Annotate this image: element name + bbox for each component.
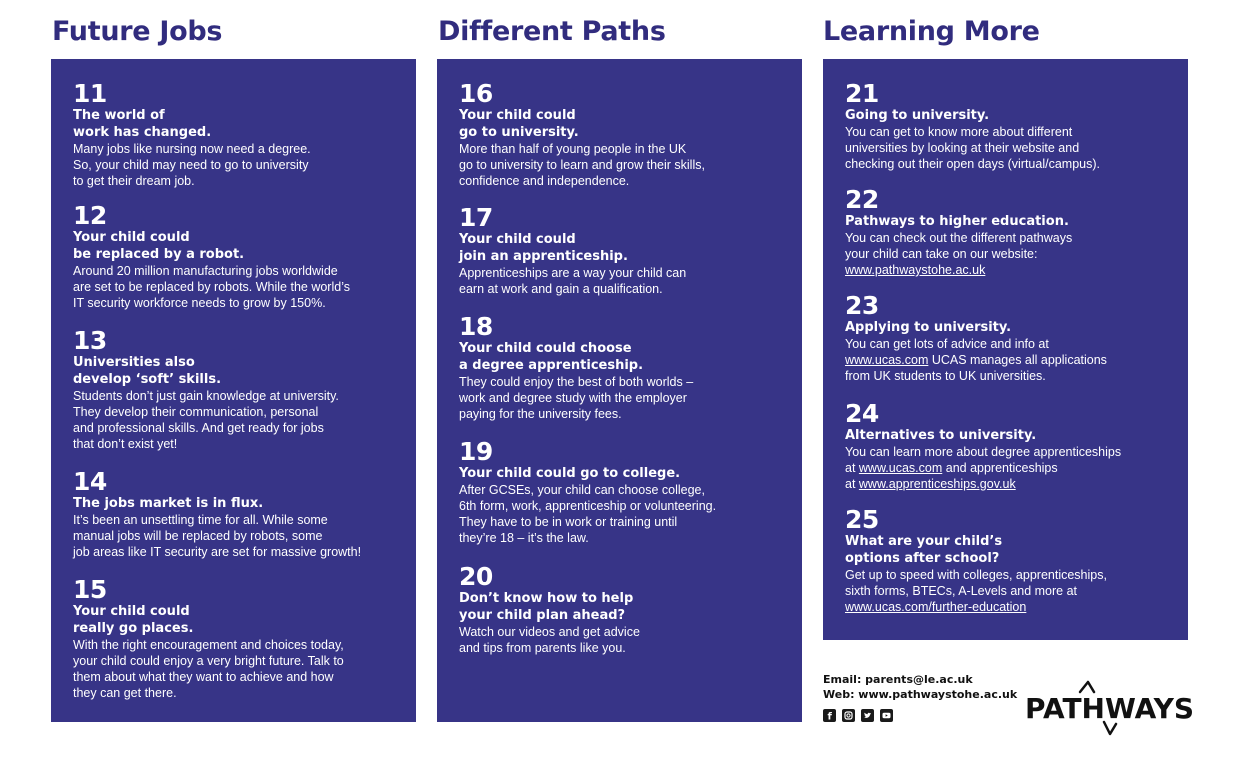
entry-number: 13 <box>73 326 107 355</box>
entry-heading: Your child could choose a degree apprenticeship. <box>459 341 644 373</box>
entry-heading: Your child could go to college. <box>459 466 681 481</box>
contact-email[interactable]: Email: parents@le.ac.uk <box>823 673 973 686</box>
pathways-logo: PATHWAYS <box>1025 692 1195 725</box>
entry-22 <box>845 187 1178 278</box>
entry-heading: What are your child’s options after school? <box>845 534 1003 566</box>
entry-heading: The jobs market is in flux. <box>73 496 264 511</box>
entry-heading: Pathways to higher education. <box>845 214 1069 229</box>
panel-different-paths <box>437 59 802 722</box>
entry-number: 22 <box>845 185 879 214</box>
entry-number: 17 <box>459 203 493 232</box>
entry-heading: Your child could really go places. <box>73 604 194 636</box>
entry-25 <box>845 507 1178 615</box>
entry-heading: The world of work has changed. <box>73 108 212 140</box>
entry-21 <box>845 81 1178 172</box>
panel-future-jobs <box>51 59 416 722</box>
entry-16 <box>459 81 792 189</box>
entry-body <box>845 230 1178 278</box>
entry-15 <box>73 577 406 701</box>
entry-body-text: You can check out the different pathways your child can take on our website: <box>845 231 1073 261</box>
entry-number: 25 <box>845 505 879 534</box>
entry-18 <box>459 314 792 422</box>
entry-heading: Universities also develop ‘soft’ skills. <box>73 355 222 387</box>
entry-body-text: You can get lots of advice and info at <box>845 337 1049 351</box>
entry-17 <box>459 205 792 297</box>
entry-body: Many jobs like nursing now need a degree. So, your child may need to go to university to get their dream job. <box>73 142 311 188</box>
entry-body: Students don’t just gain knowledge at university. They develop their communication, personal and professional skills. And get ready for jobs that don’t exist yet! <box>73 389 339 451</box>
social-icons <box>823 709 893 722</box>
entry-number: 11 <box>73 79 107 108</box>
entry-heading: Applying to university. <box>845 320 1012 335</box>
entry-body: After GCSEs, your child can choose college, 6th form, work, apprenticeship or volunteering. They have to be in work or training until they’re 18 – it’s the law. <box>459 483 717 545</box>
entry-20 <box>459 564 792 656</box>
svg-text:f: f <box>827 711 832 722</box>
entry-body: Watch our videos and get advice and tips from parents like you. <box>459 625 640 655</box>
logo-arrows-icon <box>1060 678 1120 738</box>
entry-body <box>845 336 1178 384</box>
entry-heading: Your child could go to university. <box>459 108 579 140</box>
entry-heading: Going to university. <box>845 108 990 123</box>
entry-19 <box>459 439 792 546</box>
entry-number: 14 <box>73 467 107 496</box>
entry-23 <box>845 293 1178 384</box>
entry-number: 24 <box>845 399 879 428</box>
column-title-different-paths: Different Paths <box>438 16 666 47</box>
entry-12 <box>73 203 406 311</box>
entry-body-text: Get up to speed with colleges, apprenticeships, sixth forms, BTECs, A-Levels and more at <box>845 568 1107 598</box>
ucas-link[interactable]: www.ucas.com <box>858 461 943 475</box>
entry-number: 18 <box>459 312 493 341</box>
entry-number: 19 <box>459 437 493 466</box>
entry-body: You can get to know more about different universities by looking at their website and checking out their open days (virtual/campus). <box>845 125 1100 171</box>
entry-heading: Your child could join an apprenticeship. <box>459 232 628 264</box>
youtube-icon[interactable] <box>880 709 893 722</box>
contact-info <box>823 672 1017 702</box>
entry-body: They could enjoy the best of both worlds – work and degree study with the employer paying for the university fees. <box>459 375 694 421</box>
instagram-icon[interactable] <box>842 709 855 722</box>
entry-body-text: You can learn more about degree apprenticeships at <box>845 445 1122 475</box>
panel-learning-more <box>823 59 1188 640</box>
column-title-learning-more: Learning More <box>823 16 1040 47</box>
ucas-link[interactable]: www.ucas.com <box>845 353 929 367</box>
entry-13 <box>73 328 406 452</box>
entry-body <box>845 444 1178 492</box>
entry-heading: Your child could be replaced by a robot. <box>73 230 245 262</box>
entry-14 <box>73 469 406 560</box>
entry-11 <box>73 81 406 189</box>
entry-body: Around 20 million manufacturing jobs worldwide are set to be replaced by robots. While the world’s IT security workforce needs to grow by 150%. <box>73 264 350 310</box>
ucas-further-education-link[interactable]: www.ucas.com/further-education <box>845 600 1027 614</box>
entry-body: With the right encouragement and choices today, your child could enjoy a very bright future. Talk to them about what they want to achieve and how they can get there. <box>73 638 344 700</box>
entry-number: 21 <box>845 79 879 108</box>
entry-number: 12 <box>73 201 107 230</box>
entry-body-text: and apprenticeships at <box>845 461 1058 491</box>
entry-number: 23 <box>845 291 879 320</box>
pathwaystohe-link[interactable]: www.pathwaystohe.ac.uk <box>845 263 986 277</box>
contact-web[interactable]: Web: www.pathwaystohe.ac.uk <box>823 688 1018 701</box>
entry-number: 20 <box>459 562 493 591</box>
entry-body: It’s been an unsettling time for all. While some manual jobs will be replaced by robots, some job areas like IT security are set for massive growth! <box>73 513 362 559</box>
entry-heading: Alternatives to university. <box>845 428 1037 443</box>
entry-body: Apprenticeships are a way your child can earn at work and gain a qualification. <box>459 266 687 296</box>
entry-number: 16 <box>459 79 493 108</box>
column-title-future-jobs: Future Jobs <box>52 16 223 47</box>
entry-body <box>845 567 1178 615</box>
entry-body-text: UCAS manages all applications from UK students to UK universities. <box>845 353 1107 383</box>
apprenticeships-link[interactable]: www.apprenticeships.gov.uk <box>858 477 1016 491</box>
facebook-icon[interactable] <box>823 709 836 722</box>
entry-body: More than half of young people in the UK go to university to learn and grow their skills, confidence and independence. <box>459 142 705 188</box>
twitter-icon[interactable] <box>861 709 874 722</box>
entry-heading: Don’t know how to help your child plan ahead? <box>459 591 634 623</box>
entry-24 <box>845 401 1178 492</box>
entry-number: 15 <box>73 575 107 604</box>
